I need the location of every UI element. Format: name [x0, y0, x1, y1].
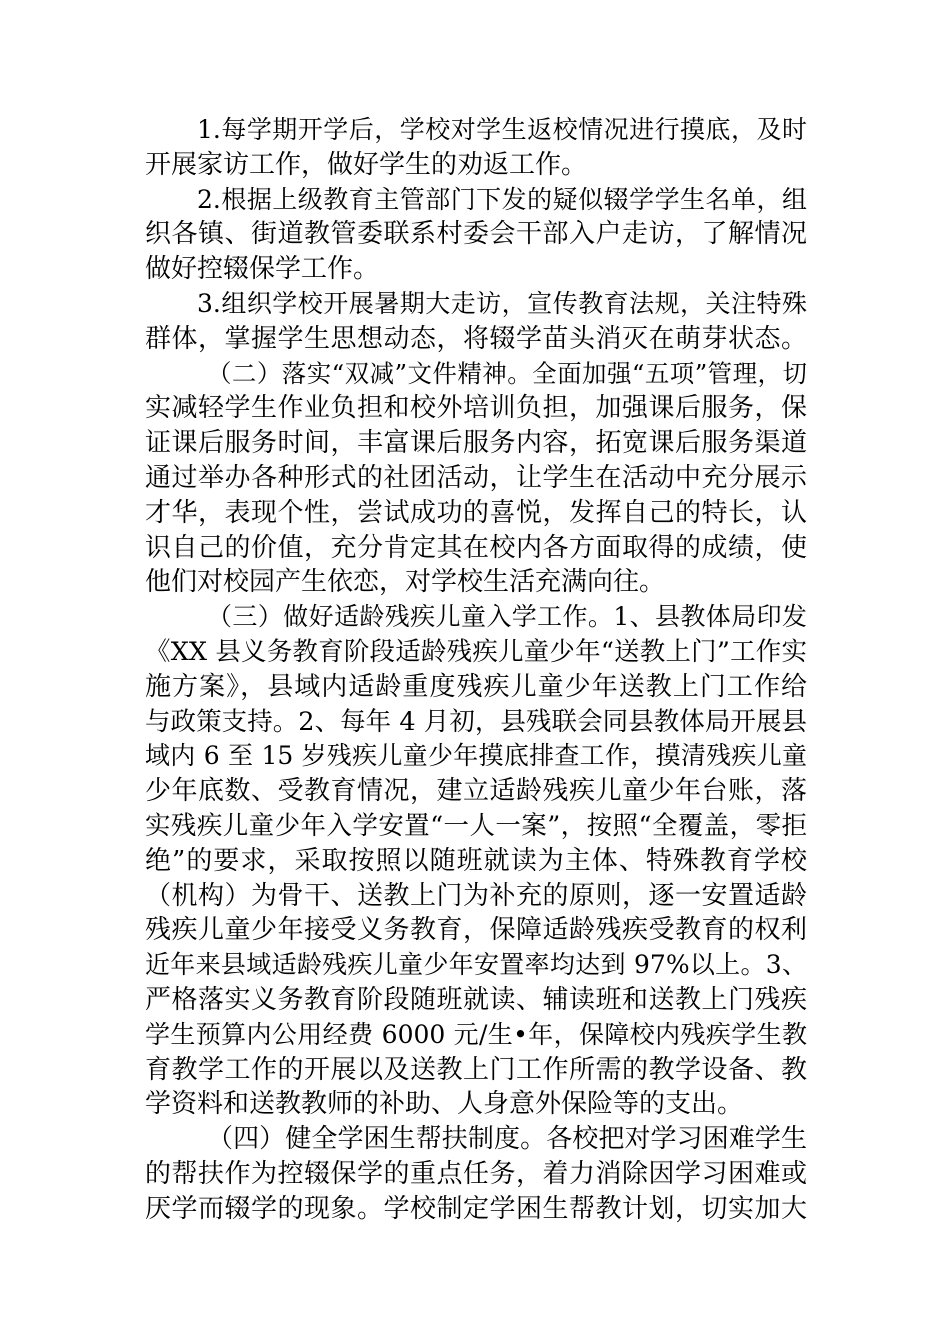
- text-line: （机构）为骨干、送教上门为补充的原则，逐一安置适龄: [145, 880, 807, 911]
- section-heading-line: （四）健全学困生帮扶制度。各校把对学习困难学生: [207, 1124, 807, 1155]
- paragraph-2: [145, 183, 807, 287]
- text-line: 他们对校园产生依恋，对学校生活充满向往。: [145, 567, 666, 598]
- text-line: 2.根据上级教育主管部门下发的疑似辍学学生名单，组: [197, 184, 807, 214]
- text-line: 3.组织学校开展暑期大走访，宣传教育法规，关注特殊: [197, 288, 807, 318]
- text-line: 《XX 县义务教育阶段适龄残疾儿童少年“送教上门”工作实: [145, 636, 807, 667]
- paragraph-section-2: [145, 357, 807, 601]
- text-line: 通过举办各种形式的社团活动，让学生在活动中充分展示: [145, 462, 807, 493]
- text-line: 开展家访工作，做好学生的劝返工作。: [145, 149, 588, 180]
- text-line: 与政策支持。2、每年 4 月初，县残联会同县教体局开展县: [145, 706, 807, 737]
- text-line: 织各镇、街道教管委联系村委会干部入户走访，了解情况: [145, 219, 807, 250]
- text-line: 学生预算内公用经费 6000 元/生•年，保障校内残疾学生教: [145, 1019, 807, 1049]
- text-line: 实残疾儿童少年入学安置“一人一案”，按照“全覆盖，零拒: [145, 810, 807, 841]
- text-line: 域内 6 至 15 岁残疾儿童少年摸底排查工作，摸清残疾儿童: [145, 741, 807, 771]
- text-line: 证课后服务时间，丰富课后服务内容，拓宽课后服务渠道: [145, 428, 807, 459]
- text-line: 识自己的价值，充分肯定其在校内各方面取得的成绩，使: [145, 532, 807, 563]
- paragraph-section-4: [145, 1122, 807, 1226]
- text-line: 群体，掌握学生思想动态，将辍学苗头消灭在萌芽状态。: [145, 323, 807, 354]
- paragraph-section-3: [145, 600, 807, 1122]
- text-line: 育教学工作的开展以及送教上门工作所需的教学设备、教: [145, 1054, 807, 1085]
- section-heading-line: （二）落实“双减”文件精神。全面加强“五项”管理，切: [207, 358, 807, 388]
- paragraph-1: [145, 113, 807, 183]
- text-line: 实减轻学生作业负担和校外培训负担，加强课后服务，保: [145, 393, 807, 424]
- text-line: 严格落实义务教育阶段随班就读、辅读班和送教上门残疾: [145, 984, 807, 1015]
- text-line: 的帮扶作为控辍保学的重点任务，着力消除因学习困难或: [145, 1158, 807, 1189]
- text-line: 才华，表现个性，尝试成功的喜悦，发挥自己的特长，认: [145, 497, 807, 528]
- text-line: 厌学而辍学的现象。学校制定学困生帮教计划，切实加大: [145, 1193, 807, 1224]
- text-line: 绝”的要求，采取按照以随班就读为主体、特殊教育学校: [145, 845, 807, 876]
- text-line: 做好控辍保学工作。: [145, 254, 380, 285]
- paragraph-3: [145, 287, 807, 357]
- text-line: 少年底数、受教育情况，建立适龄残疾儿童少年台账，落: [145, 776, 807, 807]
- text-line: 学资料和送教教师的补助、人身意外保险等的支出。: [145, 1089, 744, 1120]
- text-line: 残疾儿童少年接受义务教育，保障适龄残疾受教育的权利: [145, 915, 807, 946]
- text-line: 施方案》，县域内适龄重度残疾儿童少年送教上门工作给: [145, 671, 807, 702]
- section-heading-line: （三）做好适龄残疾儿童入学工作。1、县教体局印发: [207, 602, 807, 632]
- text-line: 1.每学期开学后，学校对学生返校情况进行摸底，及时: [197, 115, 807, 144]
- document-body: [145, 113, 807, 1227]
- text-line: 近年来县域适龄残疾儿童少年安置率均达到 97%以上。3、: [145, 950, 807, 980]
